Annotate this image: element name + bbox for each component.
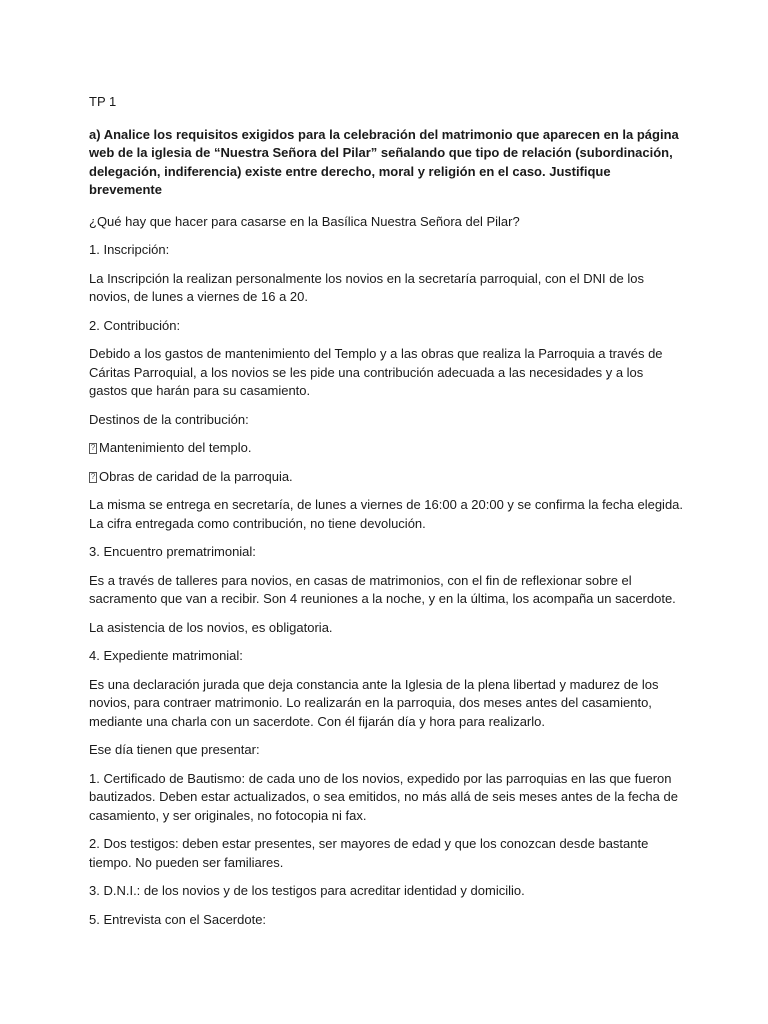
- section-heading-contribucion: 2. Contribución:: [89, 317, 181, 333]
- requirement-item: 2. Dos testigos: deben estar presentes, ser mayores de edad y que los conozcan desde bastante tiempo. No pueden ser familiares.: [89, 836, 649, 870]
- missing-glyph-icon: [89, 443, 97, 454]
- missing-glyph-icon: [89, 472, 97, 483]
- bullet-item: [89, 468, 685, 487]
- section-heading-encuentro: 3. Encuentro prematrimonial:: [89, 544, 256, 559]
- intro-question: ¿Qué hay que hacer para casarse en la Basílica Nuestra Señora del Pilar?: [89, 213, 520, 229]
- attendance-text: La asistencia de los novios, es obligatoria.: [89, 619, 333, 635]
- section-text-encuentro: Es a través de talleres para novios, en casas de matrimonios, con el fin de reflexionar sobre el sacramento que van a recibir. Son 4 reuniones a la noche, y en la última, los acompaña un sacerdote.: [89, 572, 676, 606]
- contribution-delivery-text: La misma se entrega en secretaría, de lunes a viernes de 16:00 a 20:00 y se confirma la fecha elegida. La cifra entregada como contribución, no tiene devolución.: [89, 497, 684, 531]
- section-text-inscripcion: La Inscripción la realizan personalmente los novios en la secretaría parroquial, con el DNI de los novios, de lunes a viernes de 16 a 20.: [89, 270, 644, 304]
- document-title: TP 1: [89, 94, 117, 109]
- section-heading-expediente: 4. Expediente matrimonial:: [89, 648, 243, 663]
- destinations-heading: Destinos de la contribución:: [89, 411, 249, 427]
- section-text-contribucion: Debido a los gastos de mantenimiento del Templo y a las obras que realiza la Parroquia a través de Cáritas Parroquial, a los novios se les pide una contribución adecuada a las necesidades y a los gastos que harán para su casamiento.: [89, 346, 663, 398]
- requirement-item: 1. Certificado de Bautismo: de cada uno de los novios, expedido por las parroquias en las que fueron bautizados. Deben estar actualizados, o sea emitidos, no más allá de seis meses antes de la fecha de casamiento, y ser originales, no fotocopia ni fax.: [89, 770, 678, 823]
- bullet-text: Obras de caridad de la parroquia.: [99, 468, 293, 484]
- assignment-question: a) Analice los requisitos exigidos para la celebración del matrimonio que aparecen en la página web de la iglesia de “Nuestra Señora del Pilar” señalando que tipo de relación (subordinación, delegación, indiferencia) existe entre derecho, moral y religión en el caso. Justifique brevemente: [89, 126, 679, 197]
- section-text-expediente: Es una declaración jurada que deja constancia ante la Iglesia de la plena libertad y madurez de los novios, para contraer matrimonio. Lo realizarán en la parroquia, dos meses antes del casamiento, mediante una charla con un sacerdote. Con él fijarán día y hora para realizarlo.: [89, 676, 659, 729]
- document-page: [89, 93, 685, 939]
- bullet-item: [89, 439, 685, 458]
- bullet-text: Mantenimiento del templo.: [99, 440, 252, 455]
- present-heading: Ese día tienen que presentar:: [89, 742, 260, 757]
- requirement-item: 3. D.N.I.: de los novios y de los testigos para acreditar identidad y domicilio.: [89, 883, 525, 898]
- section-heading-entrevista: 5. Entrevista con el Sacerdote:: [89, 911, 267, 927]
- section-heading-inscripcion: 1. Inscripción:: [89, 242, 170, 257]
